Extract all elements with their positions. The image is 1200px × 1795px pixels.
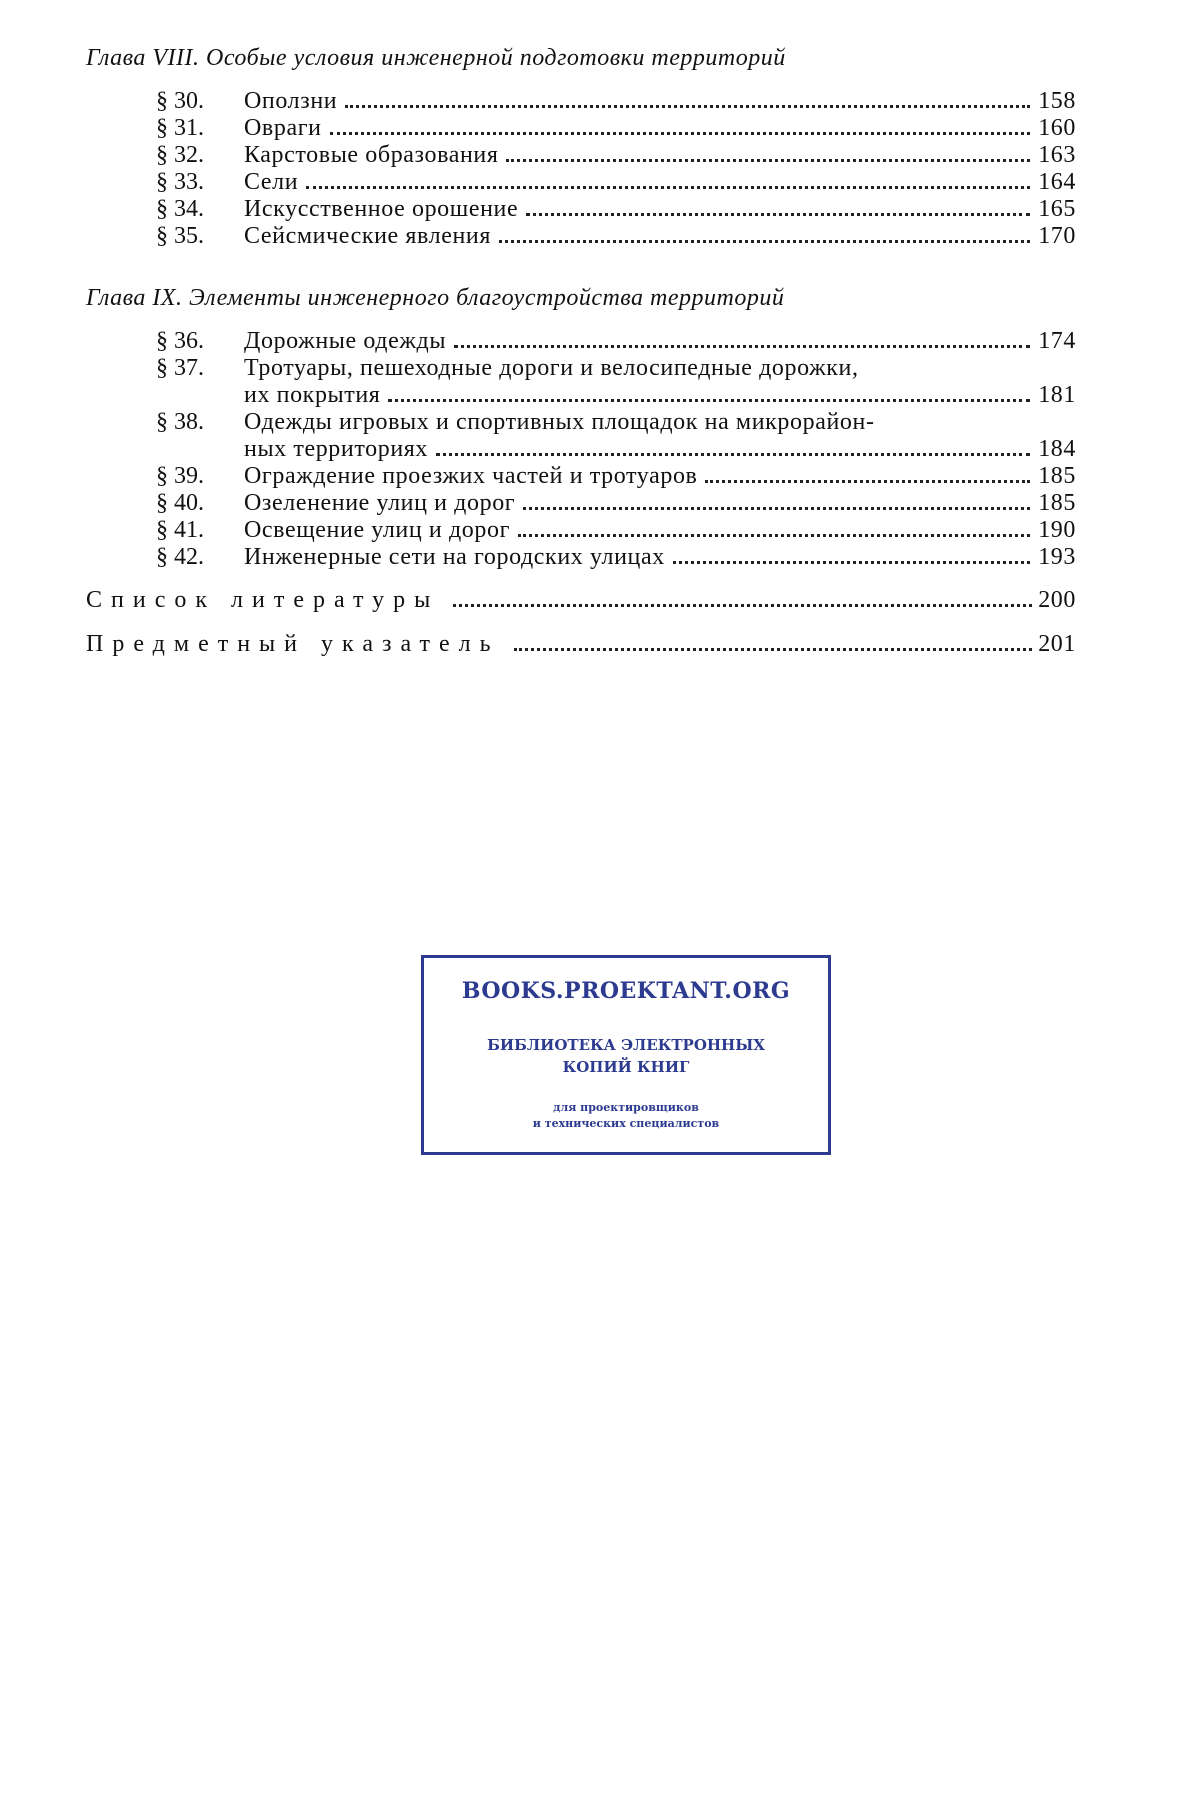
toc-entry [86,544,1076,571]
toc-entry [86,223,1076,250]
chapter-9-heading: Глава IX. Элементы инженерного благоустройства территорий [86,285,785,311]
dot-leader [499,240,1030,243]
section-number: § 39. [156,463,204,489]
toc-entry [86,88,1076,115]
section-number: § 42. [156,544,204,570]
section-title: Дорожные одежды [244,328,447,354]
section-number: § 30. [156,88,204,114]
page-number: 185 [1038,490,1076,516]
bibliography-entry [86,585,1076,615]
section-number: § 35. [156,223,204,249]
section-title: их покрытия [244,382,381,408]
section-title: ных территориях [244,436,429,462]
section-title-line1: Тротуары, пешеходные дороги и велосипедные дорожки, [244,355,859,381]
page-number: 181 [1038,382,1076,408]
chapter-8-heading: Глава VIII. Особые условия инженерной подготовки территорий [86,45,786,71]
toc-entry [86,463,1076,490]
bibliography-title: Список литературы [86,587,440,613]
section-title: Озеленение улиц и дорог [244,490,516,516]
library-stamp [421,955,831,1155]
page-number: 201 [1038,631,1076,657]
dot-leader [436,453,1030,456]
section-title: Инженерные сети на городских улицах [244,544,665,570]
section-number: § 31. [156,115,204,141]
section-title: Сели [244,169,299,195]
toc-entry [86,517,1076,544]
toc-entry [86,196,1076,223]
dot-leader [345,105,1030,108]
page-number: 184 [1038,436,1076,462]
toc-entry [86,409,1076,463]
page-number: 185 [1038,463,1076,489]
toc-entry [86,328,1076,355]
section-number: § 34. [156,196,204,222]
stamp-site-name: BOOKS.PROEKTANT.ORG [461,978,791,1004]
page-number: 165 [1038,196,1076,222]
stamp-library-line2: КОПИЙ КНИГ [562,1058,690,1076]
dot-leader [453,604,1032,607]
stamp-audience-text [424,1100,828,1132]
table-of-contents [86,42,1076,659]
stamp-audience-line1: для проектировщиков [553,1101,699,1114]
dot-leader [506,159,1030,162]
toc-entry [86,169,1076,196]
dot-leader [526,213,1030,216]
page-number: 174 [1038,328,1076,354]
section-title: Карстовые образования [244,142,499,168]
section-title: Освещение улиц и дорог [244,517,511,543]
dot-leader [523,507,1030,510]
section-number: § 40. [156,490,204,516]
page-number: 190 [1038,517,1076,543]
page-number: 163 [1038,142,1076,168]
section-number: § 32. [156,142,204,168]
dot-leader [514,648,1033,651]
index-entry [86,629,1076,659]
toc-entry [86,490,1076,517]
section-number: § 38. [156,409,204,435]
index-title: Предметный указатель [86,631,500,657]
page-number: 158 [1038,88,1076,114]
stamp-audience-line2: и технических специалистов [532,1117,720,1130]
section-title: Искусственное орошение [244,196,519,222]
page-number: 160 [1038,115,1076,141]
dot-leader [673,561,1030,564]
dot-leader [388,399,1030,402]
section-number: § 37. [156,355,204,381]
section-number: § 36. [156,328,204,354]
section-number: § 33. [156,169,204,195]
page-number: 164 [1038,169,1076,195]
page-number: 200 [1038,587,1076,613]
dot-leader [306,186,1030,189]
section-number: § 41. [156,517,204,543]
section-title: Сейсмические явления [244,223,492,249]
toc-entry [86,142,1076,169]
dot-leader [454,345,1030,348]
toc-entry [86,355,1076,409]
stamp-library-text [424,1034,828,1078]
page-number: 193 [1038,544,1076,570]
section-title: Овраги [244,115,322,141]
dot-leader [705,480,1030,483]
section-title-line1: Одежды игровых и спортивных площадок на микрорайон- [244,409,875,435]
dot-leader [330,132,1031,135]
section-title: Ограждение проезжих частей и тротуаров [244,463,698,489]
stamp-library-line1: БИБЛИОТЕКА ЭЛЕКТРОННЫХ [487,1036,765,1054]
dot-leader [518,534,1030,537]
page-number: 170 [1038,223,1076,249]
toc-entry [86,115,1076,142]
section-title: Оползни [244,88,338,114]
